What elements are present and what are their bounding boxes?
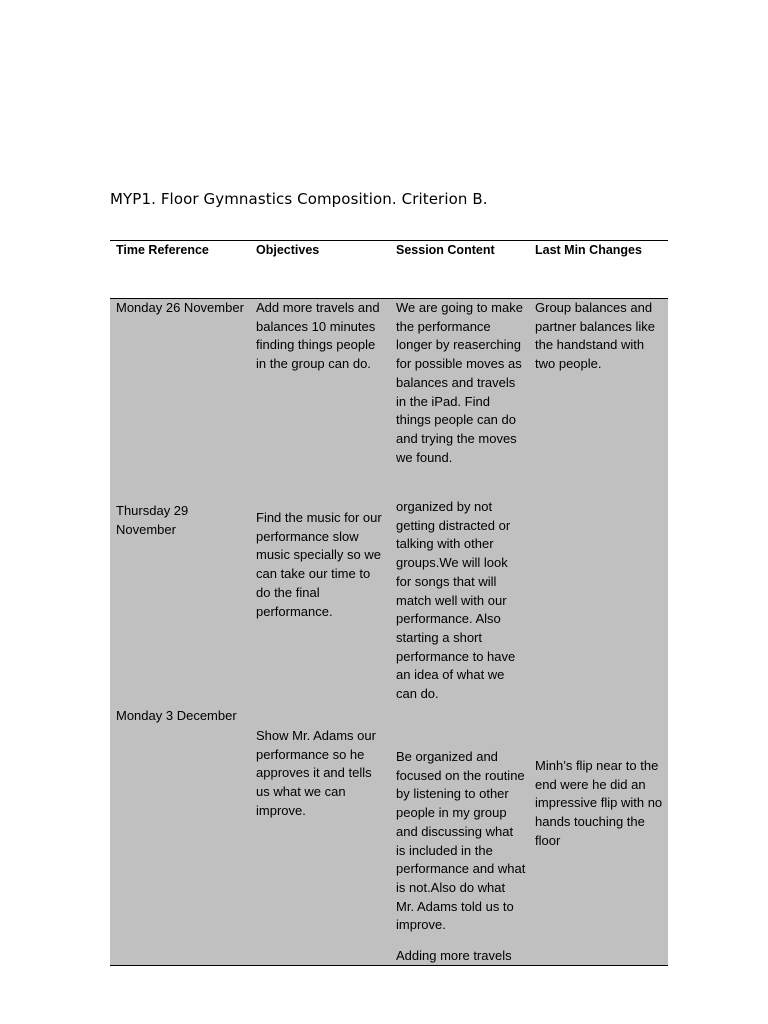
header-time-reference: Time Reference: [116, 243, 209, 257]
table-header-row: [110, 241, 668, 299]
row3-content: Be organized and focused on the routine by listening to other people in my group and discussing what is included in the performance and what is not.Also do what Mr. Adams told us to improve.: [396, 749, 526, 933]
document-title: MYP1. Floor Gymnastics Composition. Criterion B.: [110, 190, 488, 208]
header-objectives: Objectives: [256, 243, 320, 257]
row2-objectives: Find the music for our performance slow music specially so we can take our time to do the final performance.: [256, 510, 382, 619]
row1-time: Monday 26 November: [116, 300, 244, 315]
row1-changes: Group balances and partner balances like the handstand with two people.: [535, 300, 655, 372]
table-body: [110, 299, 668, 965]
row1-objectives: Add more travels and balances 10 minutes finding things people in the group can do.: [256, 300, 380, 372]
row2-time: Thursday 29 November: [116, 503, 189, 537]
header-last-min-changes: Last Min Changes: [535, 243, 642, 257]
row3-changes: Minh’s flip near to the end were he did an impressive flip with no hands touching the floor: [535, 758, 663, 848]
row3-objectives: Show Mr. Adams our performance so he approves it and tells us what we can improve.: [256, 728, 376, 818]
header-session-content: Session Content: [396, 243, 495, 257]
session-table: [110, 240, 668, 966]
row2-content: organized by not getting distracted or talking with other groups.We will look for songs that will match well with our performance. Also starting a short performance to have an idea of what we can do.: [396, 499, 516, 702]
row3-content-extra: Adding more travels: [396, 948, 512, 963]
row1-content: We are going to make the performance longer by reaserching for possible moves as balances and travels in the iPad. Find things people can do and trying the moves we found.: [396, 300, 523, 465]
row3-time: Monday 3 December: [116, 708, 237, 723]
